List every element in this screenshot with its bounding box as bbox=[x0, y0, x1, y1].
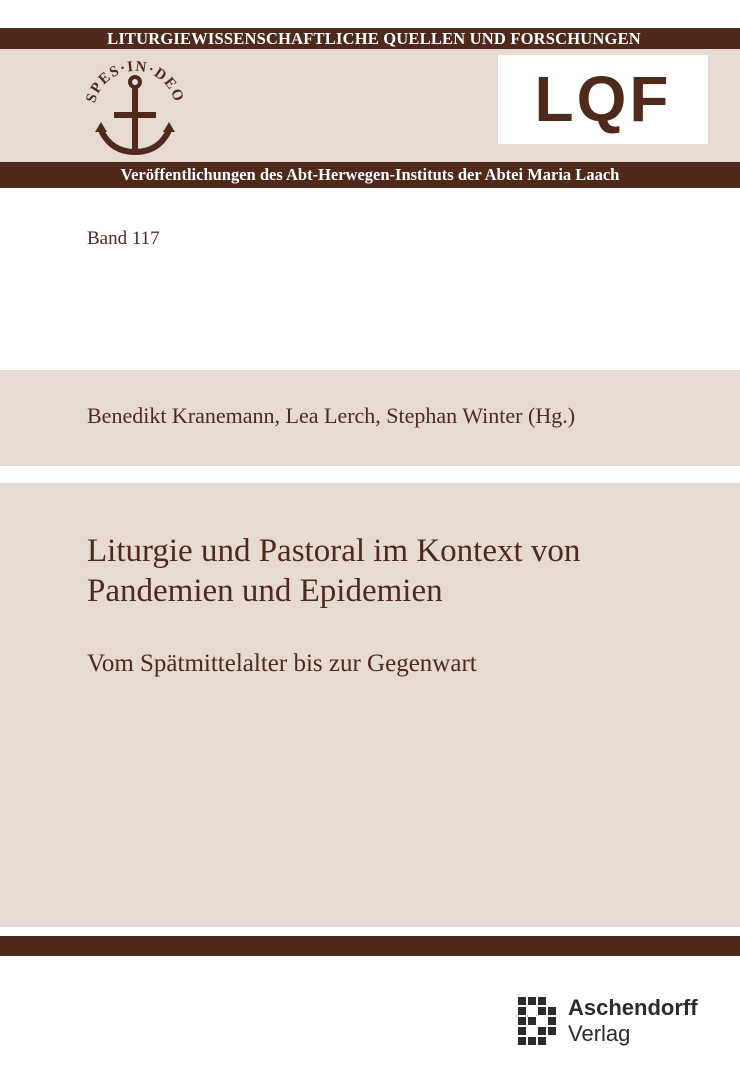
series-title-band bbox=[0, 28, 740, 49]
series-title: LITURGIEWISSENSCHAFTLICHE QUELLEN UND FORSCHUNGEN bbox=[107, 29, 641, 48]
publisher-sub: Verlag bbox=[568, 1021, 631, 1046]
volume-number: Band 117 bbox=[87, 228, 160, 249]
publisher-logo bbox=[518, 993, 728, 1053]
lqf-abbreviation: LQF bbox=[534, 63, 672, 135]
book-title: Liturgie und Pastoral im Kontext von Pandemien und Epidemien bbox=[87, 533, 581, 609]
book-subtitle: Vom Spätmittelalter bis zur Gegenwart bbox=[87, 650, 477, 677]
authors-panel bbox=[0, 370, 740, 466]
title-panel bbox=[0, 483, 740, 927]
authors: Benedikt Kranemann, Lea Lerch, Stephan Winter (Hg.) bbox=[87, 403, 576, 428]
header-panel bbox=[0, 49, 740, 162]
publisher-name: Aschendorff bbox=[568, 995, 698, 1020]
publisher-mark-icon bbox=[518, 997, 560, 1047]
institute-band bbox=[0, 162, 740, 188]
svg-text:SPES·IN·DEO: SPES·IN·DEO bbox=[83, 58, 187, 105]
publisher-line: Veröffentlichungen des Abt-Herwegen-Instituts der Abtei Maria Laach bbox=[120, 165, 620, 184]
bottom-band bbox=[0, 936, 740, 956]
anchor-logo-icon bbox=[70, 52, 200, 162]
lqf-box bbox=[498, 55, 708, 144]
